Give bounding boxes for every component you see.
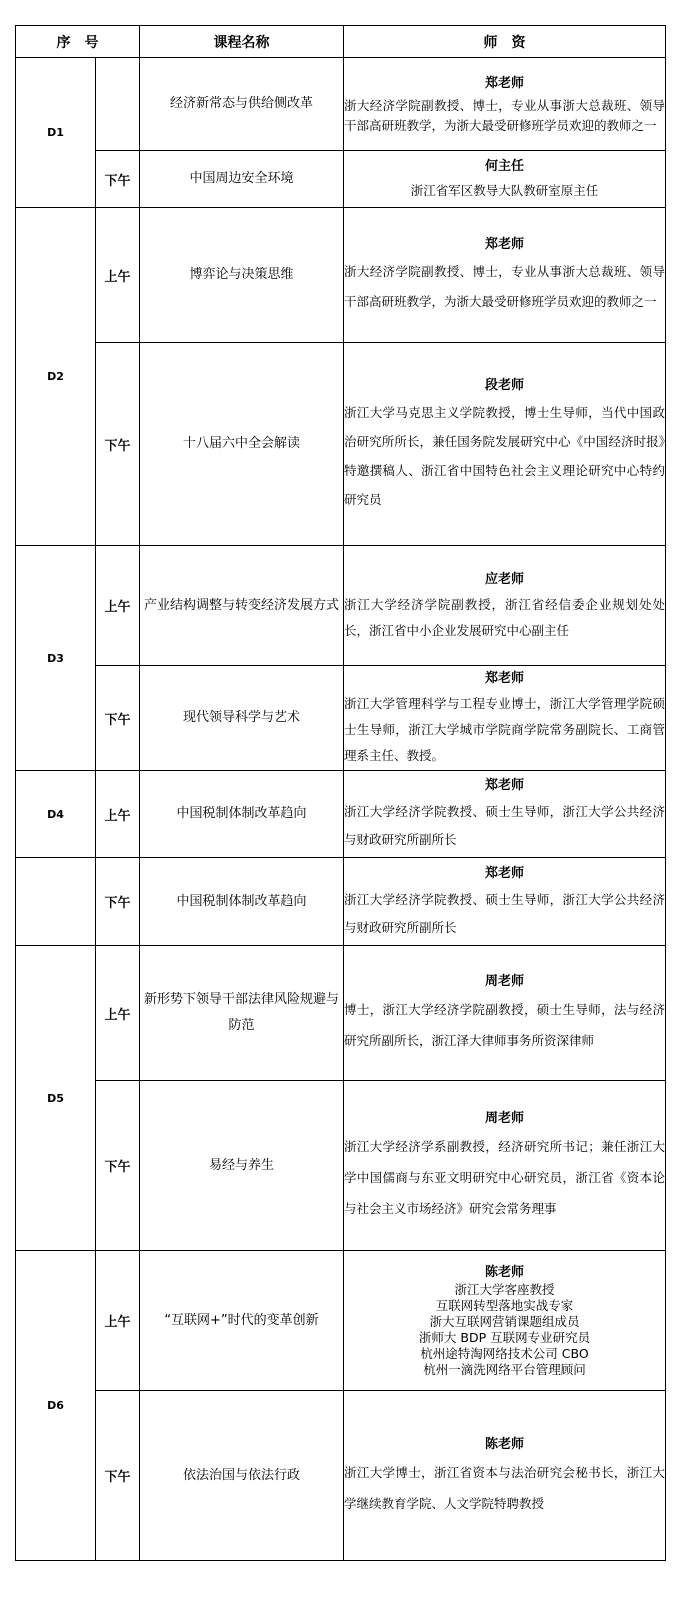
teacher-cell bbox=[344, 546, 666, 666]
teacher-description: 博士，浙江大学经济学院副教授，硕士生导师，法与经济研究所副所长，浙江泽大律师事务所资深律师 bbox=[344, 1002, 665, 1048]
teacher-description: 浙江大学博士，浙江省资本与法治研究会秘书长，浙江大学继续教育学院、人文学院特聘教授 bbox=[344, 1464, 665, 1511]
teacher-name: 段老师 bbox=[484, 378, 524, 393]
teacher-description: 浙江大学马克思主义学院教授，博士生导师，当代中国政治研究所所长，兼任国务院发展研究中心《中国经济时报》特邀撰稿人、浙江省中国特色社会主义理论研究中心特约研究员 bbox=[344, 405, 665, 507]
teacher-description: 浙江大学经济学系副教授，经济研究所书记；兼任浙江大学中国儒商与东亚文明研究中心研究员，浙江省《资本论与社会主义市场经济》研究会常务理事 bbox=[344, 1139, 665, 1216]
teacher-name: 何主任 bbox=[484, 159, 524, 174]
day-cell: D3 bbox=[16, 546, 96, 771]
header-number: 序 号 bbox=[16, 26, 140, 58]
table-row bbox=[16, 1081, 666, 1251]
teacher-cell bbox=[344, 771, 666, 858]
period-cell: 上午 bbox=[96, 1251, 140, 1391]
course-cell: 易经与养生 bbox=[140, 1081, 344, 1251]
teacher-name: 郑老师 bbox=[484, 865, 524, 881]
course-cell: 新形势下领导干部法律风险规避与防范 bbox=[140, 946, 344, 1081]
day-cell: D5 bbox=[16, 946, 96, 1251]
teacher-name: 郑老师 bbox=[484, 237, 524, 252]
teacher-description-line: 浙大互联网营销课题组成员 bbox=[429, 1313, 580, 1329]
course-cell: 产业结构调整与转变经济发展方式 bbox=[140, 546, 344, 666]
teacher-description: 浙江大学管理科学与工程专业博士，浙江大学管理学院硕士生导师，浙江大学城市学院商学院常务副院长、工商管理系主任、教授。 bbox=[344, 696, 665, 763]
period-cell: 上午 bbox=[96, 946, 140, 1081]
teacher-description: 浙江大学经济学院副教授，浙江省经信委企业规划处处长，浙江省中小企业发展研究中心副主任 bbox=[344, 596, 665, 638]
teacher-cell bbox=[344, 666, 666, 771]
table-row bbox=[16, 343, 666, 546]
course-cell: 中国周边安全环境 bbox=[140, 151, 344, 208]
table-row bbox=[16, 58, 666, 151]
teacher-name: 周老师 bbox=[484, 974, 524, 989]
teacher-cell bbox=[344, 858, 666, 946]
teacher-cell bbox=[344, 1081, 666, 1251]
course-cell: 博弈论与决策思维 bbox=[140, 208, 344, 343]
table-row bbox=[16, 1391, 666, 1561]
day-cell: D6 bbox=[16, 1251, 96, 1561]
teacher-description-line: 互联网转型落地实战专家 bbox=[435, 1297, 574, 1313]
teacher-cell bbox=[344, 343, 666, 546]
day-cell bbox=[16, 858, 96, 946]
table-row bbox=[16, 546, 666, 666]
teacher-description: 浙大经济学院副教授、博士，专业从事浙大总裁班、领导干部高研班教学，为浙大最受研修班学员欢迎的教师之一 bbox=[344, 98, 665, 133]
teacher-cell bbox=[344, 151, 666, 208]
course-cell: 十八届六中全会解读 bbox=[140, 343, 344, 546]
teacher-name: 陈老师 bbox=[484, 1264, 524, 1280]
schedule-table bbox=[15, 25, 666, 1561]
header-course: 课程名称 bbox=[140, 26, 344, 58]
table-row bbox=[16, 858, 666, 946]
table-row bbox=[16, 666, 666, 771]
course-cell: 经济新常态与供给侧改革 bbox=[140, 58, 344, 151]
course-cell: 中国税制体制改革趋向 bbox=[140, 771, 344, 858]
teacher-name: 郑老师 bbox=[484, 671, 524, 686]
period-cell: 下午 bbox=[96, 1081, 140, 1251]
table-row bbox=[16, 946, 666, 1081]
course-cell: 现代领导科学与艺术 bbox=[140, 666, 344, 771]
period-cell bbox=[96, 58, 140, 151]
teacher-description: 浙江大学经济学院教授、硕士生导师，浙江大学公共经济与财政研究所副所长 bbox=[344, 804, 665, 847]
period-cell: 下午 bbox=[96, 151, 140, 208]
teacher-name: 郑老师 bbox=[484, 76, 524, 91]
course-cell: “互联网+”时代的变革创新 bbox=[140, 1251, 344, 1391]
teacher-name: 周老师 bbox=[484, 1111, 524, 1126]
header-row bbox=[16, 26, 666, 58]
day-cell: D4 bbox=[16, 771, 96, 858]
period-cell: 下午 bbox=[96, 1391, 140, 1561]
teacher-name: 应老师 bbox=[484, 571, 524, 587]
teacher-description: 浙江大学经济学院教授、硕士生导师，浙江大学公共经济与财政研究所副所长 bbox=[344, 891, 665, 935]
course-cell: 中国税制体制改革趋向 bbox=[140, 858, 344, 946]
teacher-cell bbox=[344, 946, 666, 1081]
teacher-cell bbox=[344, 1251, 666, 1391]
period-cell: 上午 bbox=[96, 771, 140, 858]
period-cell: 上午 bbox=[96, 546, 140, 666]
teacher-name: 郑老师 bbox=[484, 778, 524, 793]
teacher-name: 陈老师 bbox=[484, 1436, 524, 1452]
teacher-description-line: 杭州一滴洗网络平台管理顾问 bbox=[423, 1361, 586, 1377]
teacher-description-line: 浙师大 BDP 互联网专业研究员 bbox=[418, 1329, 591, 1345]
day-cell: D2 bbox=[16, 208, 96, 546]
day-cell: D1 bbox=[16, 58, 96, 208]
table-row bbox=[16, 151, 666, 208]
teacher-cell bbox=[344, 58, 666, 151]
period-cell: 下午 bbox=[96, 858, 140, 946]
period-cell: 上午 bbox=[96, 208, 140, 343]
table-row bbox=[16, 771, 666, 858]
teacher-description-line: 杭州途特淘网络技术公司 CBO bbox=[420, 1345, 589, 1361]
teacher-description-line: 浙江大学客座教授 bbox=[454, 1281, 555, 1297]
teacher-description: 浙大经济学院副教授、博士，专业从事浙大总裁班、领导干部高研班教学，为浙大最受研修班学员欢迎的教师之一 bbox=[344, 264, 665, 309]
period-cell: 下午 bbox=[96, 343, 140, 546]
table-row bbox=[16, 1251, 666, 1391]
table-row bbox=[16, 208, 666, 343]
header-teacher: 师 资 bbox=[344, 26, 666, 58]
teacher-cell bbox=[344, 1391, 666, 1561]
period-cell: 下午 bbox=[96, 666, 140, 771]
course-cell: 依法治国与依法行政 bbox=[140, 1391, 344, 1561]
teacher-description: 浙江省军区教导大队教研室原主任 bbox=[410, 183, 599, 198]
teacher-cell bbox=[344, 208, 666, 343]
